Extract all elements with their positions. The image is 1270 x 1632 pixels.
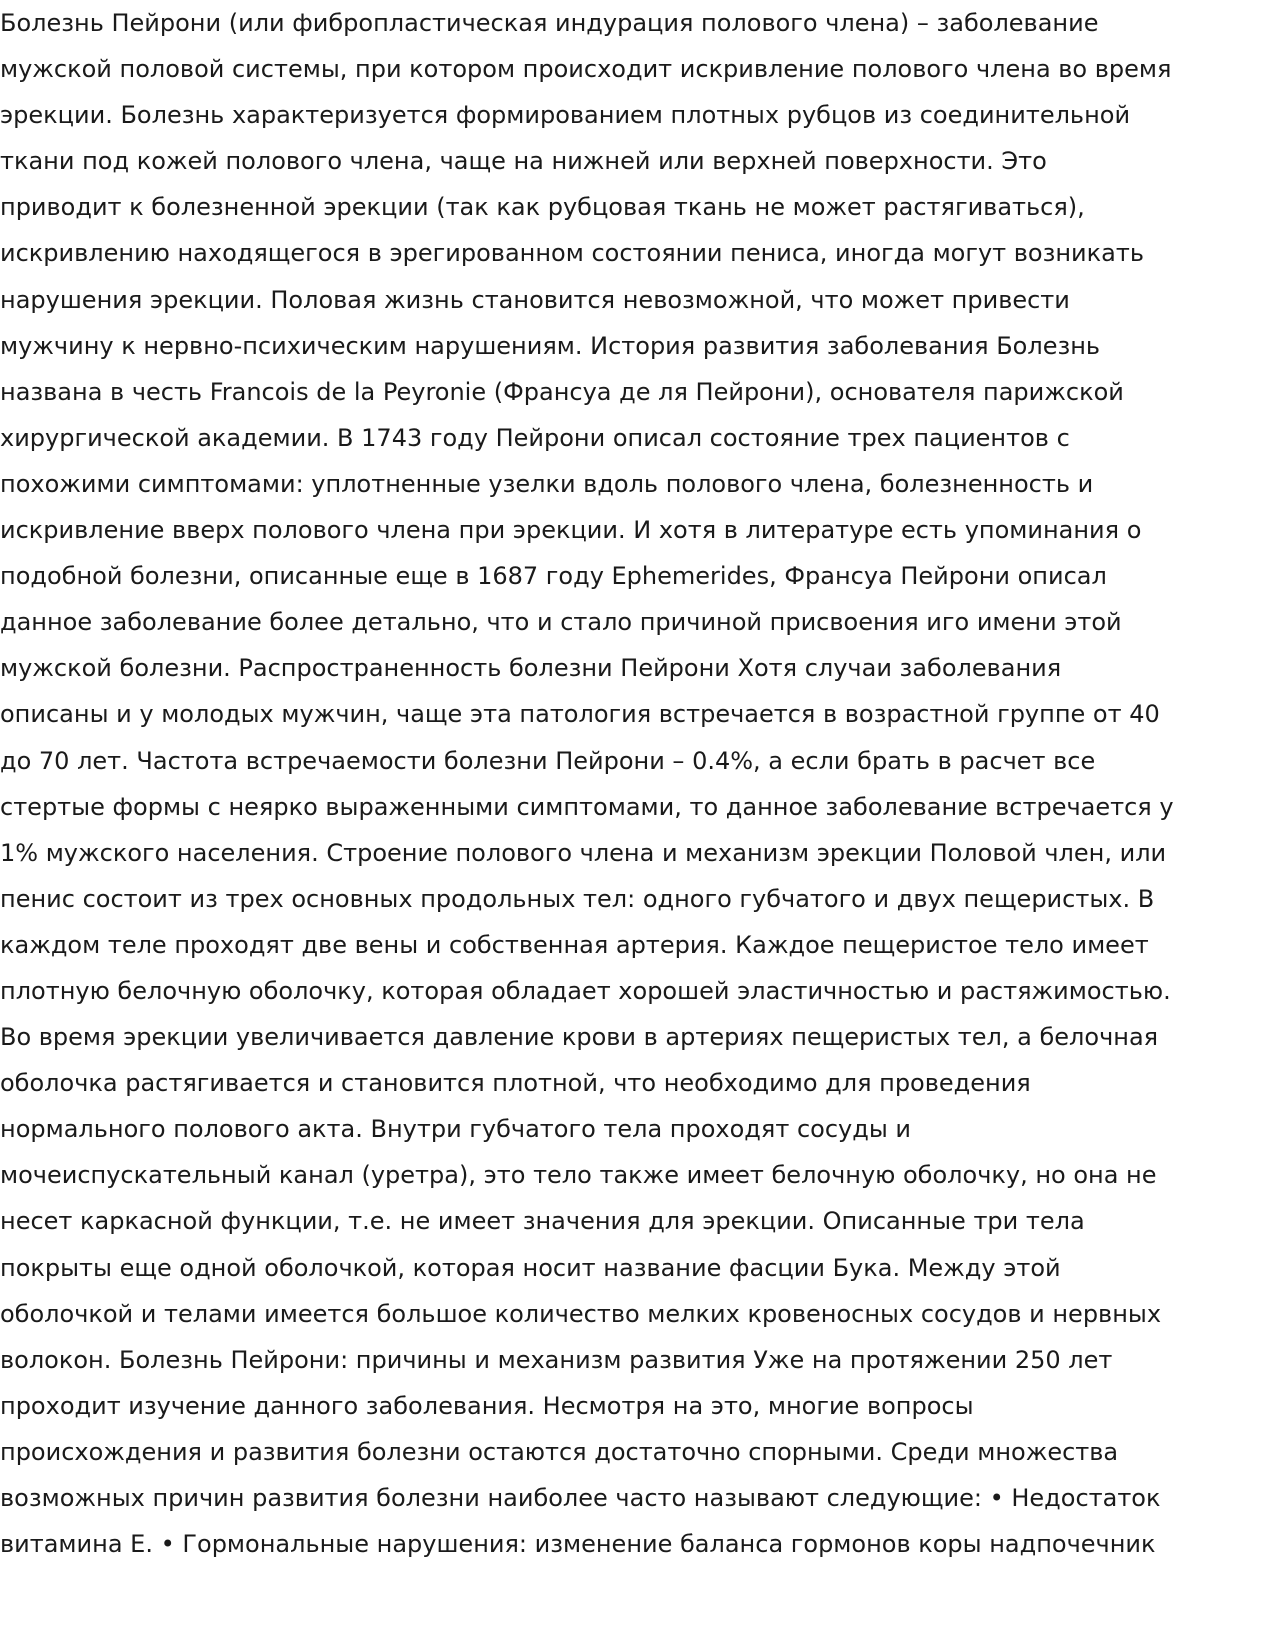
text-line-20: пенис состоит из трех основных продольных тел: одного губчатого и двух пещеристых. В	[0, 884, 1155, 913]
text-line-5: приводит к болезненной эрекции (так как рубцовая ткань не может растягиваться),	[0, 193, 1085, 222]
text-line-4: ткани под кожей полового члена, чаще на нижней или верхней поверхности. Это	[0, 147, 1047, 176]
text-line-13: подобной болезни, описанные еще в 1687 году Ephemerides, Франсуа Пейрони описал	[0, 562, 1107, 591]
text-line-27: несет каркасной функции, т.е. не имеет значения для эрекции. Описанные три тела	[0, 1207, 1085, 1236]
text-line-33: возможных причин развития болезни наиболее часто называют следующие: • Недостаток	[0, 1484, 1161, 1512]
text-line-30: волокон. Болезнь Пейрони: причины и механизм развития Уже на протяжении 250 лет	[0, 1345, 1113, 1374]
text-line-10: хирургической академии. В 1743 году Пейрони описал состояние трех пациентов с	[0, 423, 1070, 452]
text-line-16: описаны и у молодых мужчин, чаще эта патология встречается в возрастной группе от 40	[0, 700, 1160, 729]
text-line-1: Болезнь Пейрони (или фибропластическая индурация полового члена) – заболевание	[0, 9, 1099, 37]
text-line-29: оболочкой и телами имеется большое количество мелких кровеносных сосудов и нервных	[0, 1299, 1162, 1328]
text-line-31: проходит изучение данного заболевания. Несмотря на это, многие вопросы	[0, 1391, 974, 1420]
text-line-28: покрыты еще одной оболочкой, которая носит название фасции Бука. Между этой	[0, 1253, 1061, 1282]
text-line-12: искривление вверх полового члена при эрекции. И хотя в литературе есть упоминания о	[0, 516, 1142, 545]
text-line-26: мочеиспускательный канал (уретра), это тело также имеет белочную оболочку, но она не	[0, 1161, 1157, 1190]
text-line-18: стертые формы с неярко выраженными симптомами, то данное заболевание встречается у	[0, 792, 1174, 821]
text-line-11: похожими симптомами: уплотненные узелки вдоль полового члена, болезненность и	[0, 469, 1094, 498]
text-line-8: мужчину к нервно-психическим нарушениям. История развития заболевания Болезнь	[0, 331, 1101, 360]
text-line-3: эрекции. Болезнь характеризуется формированием плотных рубцов из соединительной	[0, 101, 1131, 130]
text-line-17: до 70 лет. Частота встречаемости болезни Пейрони – 0.4%, а если брать в расчет все	[0, 746, 1096, 775]
text-line-23: Во время эрекции увеличивается давление крови в артериях пещеристых тел, а белочная	[0, 1023, 1159, 1052]
text-line-34: витамина Е. • Гормональные нарушения: изменение баланса гормонов коры надпочечник	[0, 1530, 1156, 1559]
text-line-24: оболочка растягивается и становится плотной, что необходимо для проведения	[0, 1069, 1031, 1098]
text-line-7: нарушения эрекции. Половая жизнь становится невозможной, что может привести	[0, 285, 1070, 314]
text-line-6: искривлению находящегося в эрегированном состоянии пениса, иногда могут возникать	[0, 239, 1144, 268]
text-line-2: мужской половой системы, при котором происходит искривление полового члена во время	[0, 55, 1172, 84]
text-line-32: происхождения и развития болезни остаются достаточно спорными. Среди множества	[0, 1437, 1119, 1466]
text-line-22: плотную белочную оболочку, которая обладает хорошей эластичностью и растяжимостью.	[0, 976, 1171, 1005]
text-line-19: 1% мужского населения. Строение полового члена и механизм эрекции Половой член, или	[0, 838, 1167, 867]
text-line-15: мужской болезни. Распространенность болезни Пейрони Хотя случаи заболевания	[0, 654, 1062, 683]
text-line-14: данное заболевание более детально, что и стало причиной присвоения иго имени этой	[0, 608, 1122, 637]
text-line-25: нормального полового акта. Внутри губчатого тела проходят сосуды и	[0, 1115, 911, 1144]
text-line-9: названа в честь Francois de la Peyronie (Франсуа де ля Пейрони), основателя парижской	[0, 377, 1124, 406]
text-line-21: каждом теле проходят две вены и собственная артерия. Каждое пещеристое тело имеет	[0, 930, 1149, 959]
